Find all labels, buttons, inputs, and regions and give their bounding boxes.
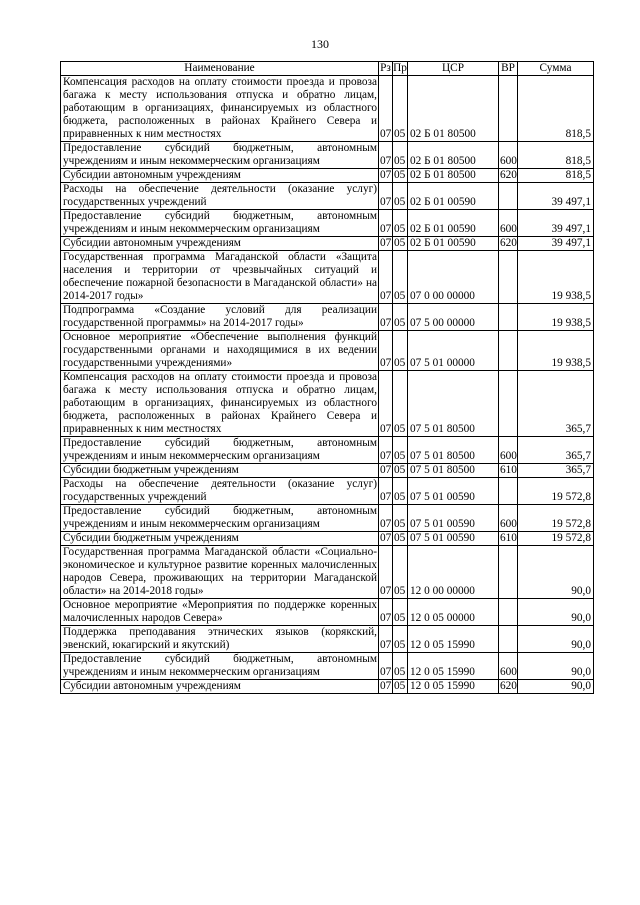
row-sum: 39 497,1 — [518, 210, 594, 237]
row-sum: 365,7 — [518, 464, 594, 478]
row-csr: 07 5 01 80500 — [408, 437, 499, 464]
row-name: Расходы на обеспечение деятельности (оказание услуг) государственных учреждений — [61, 478, 379, 505]
row-vr — [499, 251, 518, 304]
row-vr — [499, 546, 518, 599]
row-rz: 07 — [379, 546, 393, 599]
row-rz: 07 — [379, 251, 393, 304]
table-row — [61, 478, 594, 505]
row-name: Субсидии автономным учреждениям — [61, 680, 379, 694]
page-number: 130 — [311, 37, 329, 51]
row-pr: 05 — [393, 371, 408, 437]
row-pr: 05 — [393, 304, 408, 331]
table-row — [61, 626, 594, 653]
row-csr: 07 5 01 00590 — [408, 505, 499, 532]
row-vr: 600 — [499, 437, 518, 464]
row-name: Предоставление субсидий бюджетным, автономным учреждениям и иным некоммерческим организациям — [61, 142, 379, 169]
row-name: Расходы на обеспечение деятельности (оказание услуг) государственных учреждений — [61, 183, 379, 210]
row-pr: 05 — [393, 142, 408, 169]
row-rz: 07 — [380, 464, 392, 476]
row-rz: 07 — [380, 237, 392, 249]
row-sum: 90,0 — [518, 626, 594, 653]
row-vr — [499, 183, 518, 210]
row-csr: 02 Б 01 00590 — [408, 183, 499, 210]
row-vr — [499, 76, 518, 142]
row-vr: 600 — [499, 142, 518, 169]
table-row — [61, 599, 594, 626]
row-name: Поддержка преподавания этнических языков (корякский, эвенский, юкагирский и якутский) — [61, 626, 379, 653]
row-rz: 07 — [379, 599, 393, 626]
row-sum: 365,7 — [518, 437, 594, 464]
row-csr: 07 5 01 00590 — [408, 478, 499, 505]
header-rz: Рз — [380, 62, 391, 74]
row-name: Предоставление субсидий бюджетным, автономным учреждениям и иным некоммерческим организациям — [61, 437, 379, 464]
row-vr — [499, 599, 518, 626]
row-rz: 07 — [379, 331, 393, 371]
row-csr: 12 0 05 15990 — [408, 626, 499, 653]
row-csr: 07 5 01 00000 — [408, 331, 499, 371]
row-rz: 07 — [379, 371, 393, 437]
row-rz: 07 — [379, 142, 393, 169]
row-csr: 02 Б 01 80500 — [408, 142, 499, 169]
table-row — [61, 464, 594, 478]
row-sum: 818,5 — [518, 76, 594, 142]
table-row — [61, 505, 594, 532]
row-rz: 07 — [379, 626, 393, 653]
row-pr: 05 — [393, 505, 408, 532]
row-name: Подпрограмма «Создание условий для реализации государственной программы» на 2014-2017 годы» — [61, 304, 379, 331]
row-name: Государственная программа Магаданской области «Социально-экономическое и культурное развитие коренных малочисленных народов Севера, проживающих на территории Магаданской области» на 2014-2018 годы» — [61, 546, 379, 599]
table-row — [61, 210, 594, 237]
row-sum: 39 497,1 — [518, 183, 594, 210]
row-csr: 02 Б 01 80500 — [408, 169, 499, 183]
row-sum: 19 938,5 — [518, 304, 594, 331]
table-row — [61, 546, 594, 599]
row-rz: 07 — [380, 169, 392, 181]
row-name: Предоставление субсидий бюджетным, автономным учреждениям и иным некоммерческим организациям — [61, 505, 379, 532]
row-pr: 05 — [393, 183, 408, 210]
row-sum: 19 938,5 — [518, 251, 594, 304]
row-sum: 90,0 — [518, 599, 594, 626]
row-csr: 02 Б 01 00590 — [408, 237, 499, 251]
row-pr: 05 — [393, 599, 408, 626]
table-row — [61, 532, 594, 546]
header-pr: Пр — [393, 62, 407, 74]
row-pr: 05 — [393, 210, 408, 237]
row-csr: 07 5 01 80500 — [408, 464, 499, 478]
row-rz: 07 — [379, 183, 393, 210]
table-row — [61, 331, 594, 371]
row-csr: 07 0 00 00000 — [408, 251, 499, 304]
row-pr: 05 — [393, 653, 408, 680]
row-csr: 02 Б 01 80500 — [408, 76, 499, 142]
row-sum: 818,5 — [518, 169, 594, 183]
row-vr: 600 — [499, 505, 518, 532]
table-row — [61, 76, 594, 142]
row-rz: 07 — [379, 304, 393, 331]
row-csr: 12 0 05 15990 — [408, 680, 499, 694]
row-name: Субсидии автономным учреждениям — [61, 237, 379, 251]
row-vr: 620 — [500, 237, 517, 249]
row-pr: 05 — [393, 680, 408, 694]
row-sum: 90,0 — [518, 653, 594, 680]
row-name: Компенсация расходов на оплату стоимости проезда и провоза багажа к месту использования отпуска и обратно лицам, работающим в организациях, финансируемых из областного бюджета, расположенных в районах Крайнего Севера и приравненных к ним местностях — [61, 76, 379, 142]
row-vr — [499, 478, 518, 505]
row-pr: 05 — [393, 237, 408, 251]
row-vr: 620 — [500, 169, 517, 181]
row-csr: 07 5 01 00590 — [408, 532, 499, 546]
row-csr: 02 Б 01 00590 — [408, 210, 499, 237]
row-sum: 818,5 — [518, 142, 594, 169]
header-sum: Сумма — [518, 62, 594, 76]
table-row — [61, 680, 594, 694]
row-name: Субсидии бюджетным учреждениям — [61, 532, 379, 546]
row-name: Основное мероприятие «Обеспечение выполнения функций государственными органами и находящимися в их ведении государственными учреждениями» — [61, 331, 379, 371]
row-csr: 12 0 05 15990 — [408, 653, 499, 680]
row-sum: 19 938,5 — [518, 331, 594, 371]
row-pr: 05 — [393, 478, 408, 505]
table-row — [61, 251, 594, 304]
header-name: Наименование — [61, 62, 379, 76]
table-row — [61, 653, 594, 680]
row-pr: 05 — [393, 76, 408, 142]
table-row — [61, 237, 594, 251]
row-sum: 365,7 — [518, 371, 594, 437]
row-vr — [499, 331, 518, 371]
row-csr: 12 0 00 00000 — [408, 546, 499, 599]
row-rz: 07 — [379, 437, 393, 464]
row-rz: 07 — [380, 532, 392, 544]
row-rz: 07 — [379, 76, 393, 142]
table-row — [61, 304, 594, 331]
row-pr: 05 — [393, 626, 408, 653]
row-pr: 05 — [393, 251, 408, 304]
row-vr — [499, 626, 518, 653]
row-vr — [499, 304, 518, 331]
row-sum: 19 572,8 — [518, 532, 594, 546]
row-sum: 39 497,1 — [518, 237, 594, 251]
table-header-row — [61, 62, 594, 76]
table-row — [61, 169, 594, 183]
row-pr: 05 — [393, 464, 408, 478]
row-pr: 05 — [393, 437, 408, 464]
row-csr: 07 5 00 00000 — [408, 304, 499, 331]
row-vr: 600 — [499, 653, 518, 680]
row-pr: 05 — [393, 532, 408, 546]
row-sum: 19 572,8 — [518, 478, 594, 505]
header-vr: ВР — [499, 62, 518, 76]
row-sum: 19 572,8 — [518, 505, 594, 532]
row-vr: 610 — [500, 464, 517, 476]
table-row — [61, 371, 594, 437]
row-pr: 05 — [393, 169, 408, 183]
row-rz: 07 — [379, 505, 393, 532]
row-rz: 07 — [379, 653, 393, 680]
row-name: Основное мероприятие «Мероприятия по поддержке коренных малочисленных народов Севера» — [61, 599, 379, 626]
row-pr: 05 — [393, 546, 408, 599]
row-csr: 07 5 01 80500 — [408, 371, 499, 437]
row-rz: 07 — [379, 478, 393, 505]
row-name: Субсидии бюджетным учреждениям — [61, 464, 379, 478]
row-name: Субсидии автономным учреждениям — [61, 169, 379, 183]
row-sum: 90,0 — [518, 546, 594, 599]
table-row — [61, 183, 594, 210]
row-rz: 07 — [379, 210, 393, 237]
table-row — [61, 437, 594, 464]
row-vr: 610 — [500, 532, 517, 544]
row-name: Предоставление субсидий бюджетным, автономным учреждениям и иным некоммерческим организациям — [61, 653, 379, 680]
row-vr — [499, 371, 518, 437]
row-vr: 620 — [500, 680, 517, 692]
row-name: Государственная программа Магаданской области «Защита населения и территории от чрезвычайных ситуаций и обеспечение пожарной безопасности в Магаданской области» на 2014-2017 годы» — [61, 251, 379, 304]
row-rz: 07 — [380, 680, 392, 692]
row-sum: 90,0 — [518, 680, 594, 694]
table-row — [61, 142, 594, 169]
row-pr: 05 — [393, 331, 408, 371]
row-vr: 600 — [499, 210, 518, 237]
row-name: Предоставление субсидий бюджетным, автономным учреждениям и иным некоммерческим организациям — [61, 210, 379, 237]
row-name: Компенсация расходов на оплату стоимости проезда и провоза багажа к месту использования отпуска и обратно лицам, работающим в организациях, финансируемых из областного бюджета, расположенных в районах Крайнего Севера и приравненных к ним местностях — [61, 371, 379, 437]
budget-table — [60, 61, 594, 694]
row-csr: 12 0 05 00000 — [408, 599, 499, 626]
header-csr: ЦСР — [408, 62, 499, 76]
